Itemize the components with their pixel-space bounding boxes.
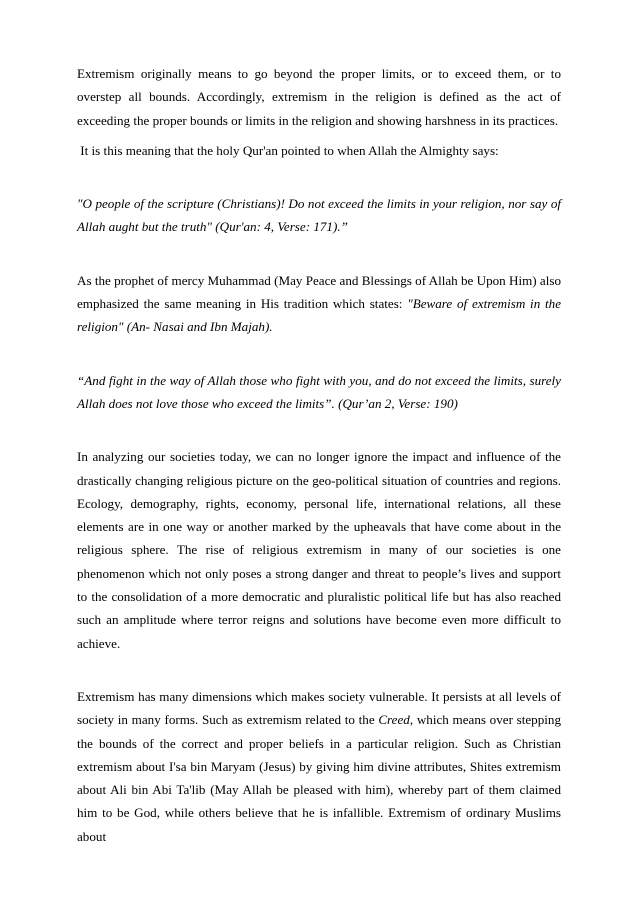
spacer: [77, 415, 561, 445]
paragraph-dimensions: [77, 685, 561, 848]
prophet-tradition-text: As the prophet of mercy Muhammad (May Peace and Blessings of Allah be Upon Him) also emphasized the same meaning in His tradition which states:: [77, 272, 562, 312]
spacer: [77, 132, 561, 139]
paragraph-societies: In analyzing our societies today, we can no longer ignore the impact and influence of the drastically changing religious picture on the geo-political situation of countries and regions. Ecology, demography, rights, economy, personal life, international relations, all these elements are in one way or another marked by the upheavals that have come about in the religious sphere. The rise of religious extremism in many of our societies is one phenomenon which not only poses a strong danger and threat to people’s lives and support to the consolidation of a more democratic and pluralistic political life but has also reached such an amplitude where terror reigns and solutions have become even more difficult to achieve.: [77, 449, 561, 651]
dimensions-text-start: Extremism has many dimensions which makes society vulnerable. It persists at all levels of society in many forms. Such as extremism related to the: [77, 688, 561, 728]
spacer: [77, 339, 561, 369]
paragraph-prophet-tradition: [77, 269, 561, 339]
spacer: [77, 239, 561, 269]
prophet-tradition-quote: "Beware of extremism in the religion" (An- Nasai and Ibn Majah).: [77, 296, 562, 335]
quote-quran-4-171: "O people of the scripture (Christians)! Do not exceed the limits in your religion, nor say of Allah aught but the truth" (Qur'an: 4, Verse: 171).”: [77, 196, 561, 235]
dimensions-text-end: , which means over stepping the bounds of the correct and proper beliefs in a particular religion. Such as Christian extremism about I'sa bin Maryam (Jesus) by giving him divine attributes, Shites extremism about Ali bin Abi Ta'lib (May Allah be pleased with him), whereby part of them claimed him to be God, while others believe that he is infallible. Extremism of ordinary Muslims about: [77, 712, 561, 844]
paragraph-definition: Extremism originally means to go beyond the proper limits, or to exceed them, or to overstep all bounds. Accordingly, extremism in the religion is defined as the act of exceeding the proper bounds or limits in the religion and showing harshness in its practices.: [77, 66, 561, 128]
creed-term: Creed: [378, 712, 410, 728]
spacer: [77, 162, 561, 192]
quote-quran-2-190: “And fight in the way of Allah those who fight with you, and do not exceed the limits, surely Allah does not love those who exceed the limits”. (Qur’an 2, Verse: 190): [77, 372, 561, 411]
paragraph-quran-intro: It is this meaning that the holy Qur'an pointed to when Allah the Almighty says:: [77, 142, 499, 158]
spacer: [77, 655, 561, 685]
document-page: [77, 62, 561, 848]
